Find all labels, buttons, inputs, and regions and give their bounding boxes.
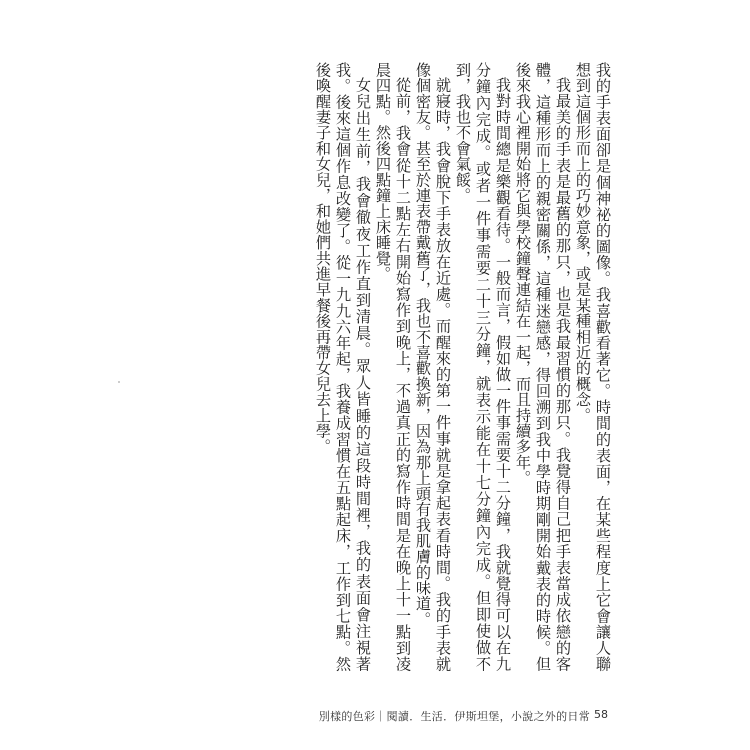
paragraph: 我的手表面卻是個神祕的圖像。我喜歡看著它。時間的表面，在某些程度上它會讓人聯想到這個形而上的巧妙意象，或是某種相近的概念。 <box>574 62 612 672</box>
running-head: 別樣的色彩｜閱讀．生活．伊斯坦堡，小說之外的日常 <box>318 710 590 723</box>
paragraph: 就寢時，我會脫下手表放在近處。而醒來的第一件事就是拿起表看時間。我的手表就像個密友。甚至於連表帶戴舊了，我也不喜歡換新，因為那上頭有我肌膚的味道。 <box>414 62 452 672</box>
page-footer <box>0 708 750 726</box>
paragraph: 我對時間總是樂觀看待。一般而言，假如做一件事需要十二分鐘，我就覺得可以在九分鐘內完成。或者一件事需要二十三分鐘，就表示能在十七分鐘內完成。但即使做不到，我也不會氣餒。 <box>454 62 512 672</box>
scan-speck <box>118 381 120 383</box>
body-text <box>248 62 613 672</box>
page-number: 58 <box>594 708 608 721</box>
paragraph: 女兒出生前，我會徹夜工作直到清晨。眾人皆睡的這段時間裡，我的表面會注視著我。後來這個作息改變了。從一九九六年起，我養成習慣在五點起床，工作到七點。然後喚醒妻子和女兒，和她們共進早餐後再帶女兒去上學。 <box>314 62 372 672</box>
paragraph: 我最美的手表是最舊的那只，也是我最習慣的那只。我覺得自己把手表當成依戀的客體，這種形而上的親密關係，這種迷戀感，得回溯到我中學時期剛開始戴表的時候。但後來我心裡開始將它與學校鐘聲連結在一起，而且持續多年。 <box>514 62 572 672</box>
paragraph: 從前，我會從十二點左右開始寫作到晚上，不過真正的寫作時間是在晚上十一點到凌晨四點。然後四點鐘上床睡覺。 <box>374 62 412 672</box>
